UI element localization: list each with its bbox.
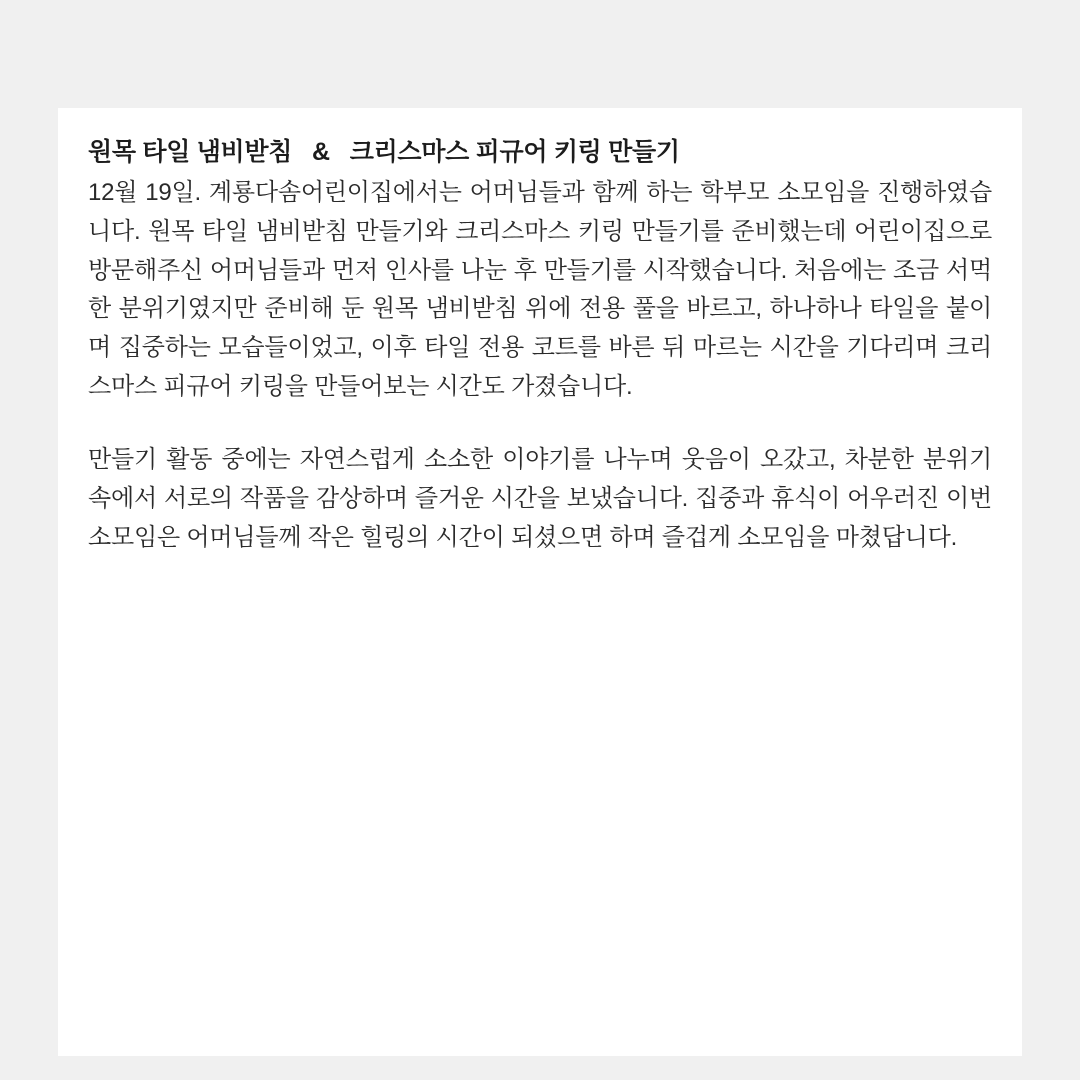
document-content	[58, 108, 1022, 558]
document-page	[58, 108, 1022, 1056]
page-title: 원목 타일 냄비받침 & 크리스마스 피규어 키링 만들기	[88, 138, 680, 166]
paragraph-1: 12월 19일. 계룡다솜어린이집에서는 어머님들과 함께 하는 학부모 소모임을 진행하였습니다. 원목 타일 냄비받침 만들기와 크리스마스 키링 만들기를 준비했는데 어린이집으로 방문해주신 어머님들과 먼저 인사를 나눈 후 만들기를 시작했습니다. 처음에는 조금 서먹한 분위기였지만 준비해 둔 원목 냄비받침 위에 전용 풀을 바르고, 하나하나 타일을 붙이며 집중하는 모습들이었고, 이후 타일 전용 코트를 바른 뒤 마르는 시간을 기다리며 크리스마스 피규어 키링을 만들어보는 시간도 가졌습니다.	[88, 178, 992, 401]
paragraph-2: 만들기 활동 중에는 자연스럽게 소소한 이야기를 나누며 웃음이 오갔고, 차분한 분위기 속에서 서로의 작품을 감상하며 즐거운 시간을 보냈습니다. 집중과 휴식이 어우러진 이번 소모임은 어머님들께 작은 힐링의 시간이 되셨으면 하며 즐겁게 소모임을 마쳤답니다.	[88, 446, 992, 551]
paragraph-spacer	[88, 407, 992, 441]
